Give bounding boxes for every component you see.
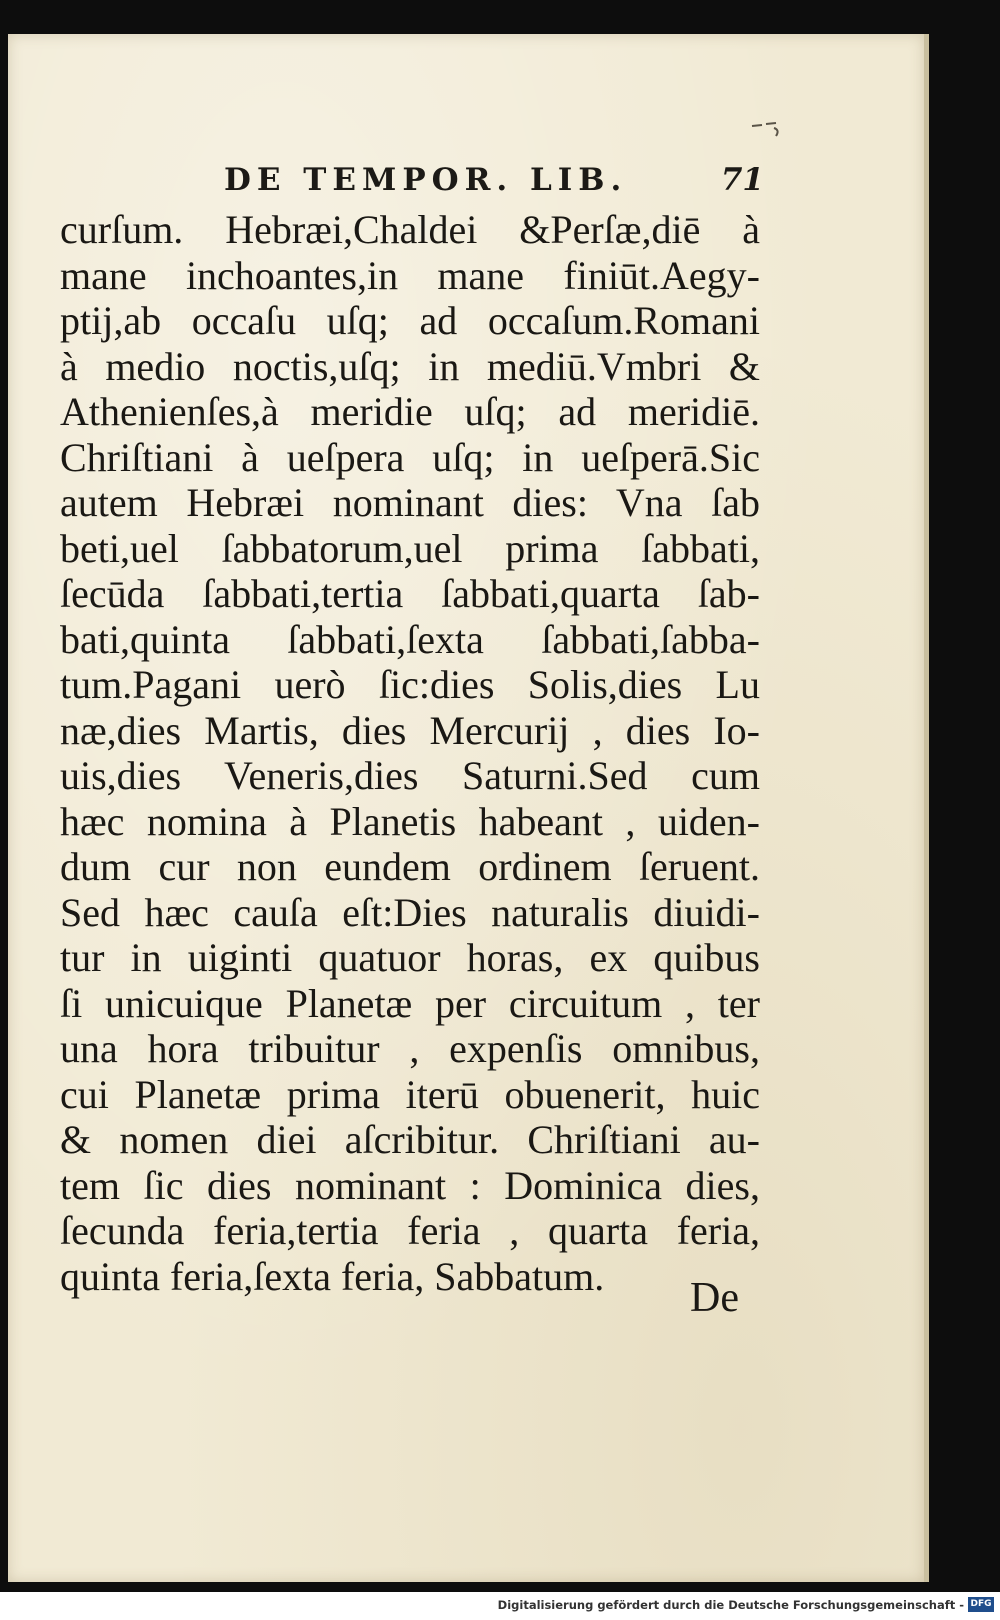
text-line: una hora tribuitur , expenſis omnibus, [60, 1026, 760, 1071]
text-line: beti,uel ſabbatorum,uel prima ſabbati, [60, 525, 760, 571]
text-block [60, 207, 760, 1299]
running-title: DE TEMPOR. LIB. [224, 162, 628, 198]
text-line: ſecunda feria,tertia feria , quarta feria, [60, 1208, 760, 1253]
text-line: tum.Pagani uerò ſic:dies Solis,dies Lu [60, 662, 760, 707]
text-line: curſum. Hebræi,Chaldei &Perſæ,diē à [60, 207, 760, 252]
text-line: mane inchoantes,in mane finiūt.Aegy- [60, 252, 760, 298]
dfg-logo-icon: DFG [968, 1597, 994, 1612]
text-line: & nomen diei aſcribitur. Chriſtiani au- [60, 1117, 760, 1162]
text-line: Sed hæc cauſa eſt:Dies naturalis diuidi- [60, 889, 760, 935]
ink-smudge-mark [750, 118, 786, 140]
text-line: bati,quinta ſabbati,ſexta ſabbati,ſabba- [60, 616, 760, 662]
text-line: hæc nomina à Planetis habeant , uiden- [60, 798, 760, 844]
text-line: ſecūda ſabbati,tertia ſabbati,quarta ſab- [60, 571, 760, 616]
text-line: tem ſic dies nominant : Dominica dies, [60, 1162, 760, 1208]
folio-number: 71 [720, 162, 764, 198]
text-line: ptij,ab occaſu uſq; ad occaſum.Romani [60, 298, 760, 343]
text-line: cui Planetæ prima iterū obuenerit, huic [60, 1071, 760, 1117]
digitization-credit: Digitalisierung gefördert durch die Deutsche Forschungsgemeinschaft - [497, 1598, 964, 1612]
running-header [224, 160, 764, 204]
footer-bar [0, 1592, 1000, 1620]
text-line: à medio noctis,uſq; in mediū.Vmbri & [60, 343, 760, 389]
text-line: quinta feria,ſexta feria, Sabbatum. [60, 1253, 605, 1299]
text-line: næ,dies Martis, dies Mercurij , dies Io- [60, 707, 760, 753]
text-line: tur in uiginti quatuor horas, ex quibus [60, 935, 760, 980]
text-line: ſi unicuique Planetæ per circuitum , ter [60, 980, 760, 1026]
text-line: Chriſtiani à ueſpera uſq; in ueſperā.Sic [60, 434, 760, 480]
page-edge [924, 34, 929, 1582]
text-line: Athenienſes,à meridie uſq; ad meridiē. [60, 389, 760, 434]
text-line: autem Hebræi nominant dies: Vna ſab [60, 480, 760, 525]
catchword: De [690, 1275, 739, 1321]
text-line: uis,dies Veneris,dies Saturni.Sed cum [60, 753, 760, 798]
text-line: dum cur non eundem ordinem ſeruent. [60, 844, 760, 889]
